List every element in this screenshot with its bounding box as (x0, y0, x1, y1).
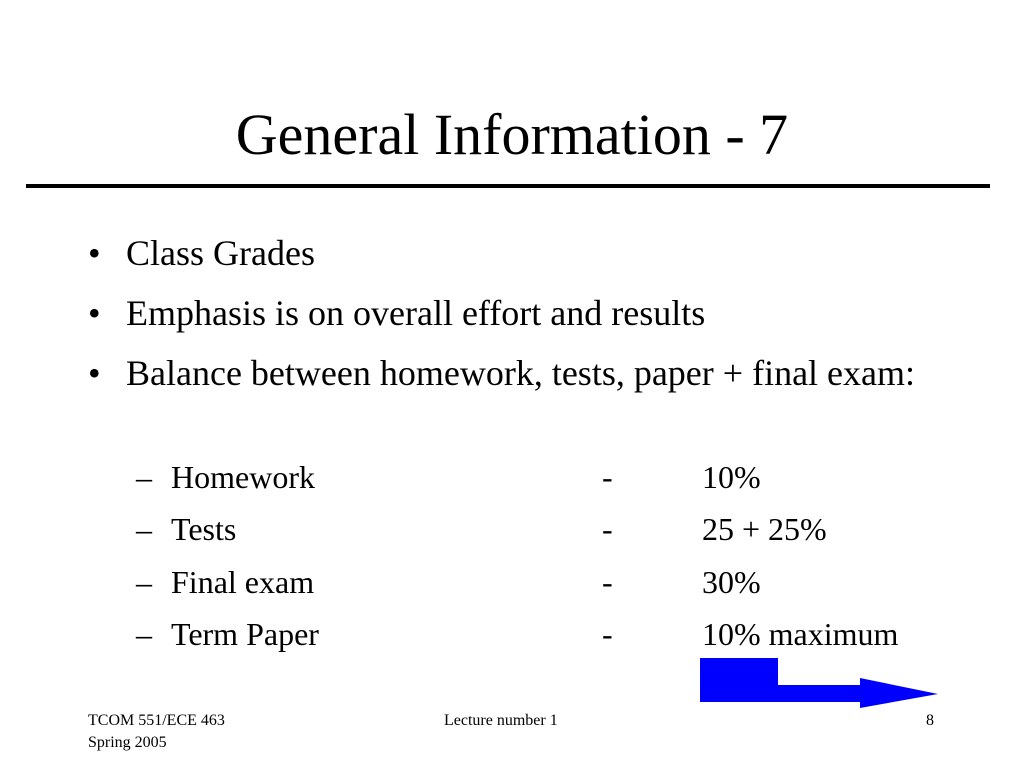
footer-course: TCOM 551/ECE 463 (88, 712, 225, 729)
arrow-shape (700, 658, 938, 708)
sub-bullet-marker: – (136, 511, 152, 547)
footer-page-number: 8 (926, 712, 934, 729)
grade-item-separator: - (602, 459, 613, 495)
grade-item-name: Term Paper (171, 616, 319, 652)
grade-item-name: Final exam (171, 564, 315, 600)
bullet-text: Class Grades (126, 233, 315, 273)
bullet-marker: • (88, 293, 101, 333)
grade-item-value: 10% maximum (702, 616, 899, 652)
grade-item-name: Tests (171, 511, 237, 547)
bullet-marker: • (88, 353, 101, 393)
right-arrow-icon[interactable] (698, 656, 940, 708)
bullet-text: Emphasis is on overall effort and results (126, 293, 706, 333)
grade-item-value: 30% (702, 564, 761, 600)
grade-item-value: 10% (702, 459, 761, 495)
sub-bullet-marker: – (136, 616, 152, 652)
sub-bullet-marker: – (136, 459, 152, 495)
sub-bullet-marker: – (136, 564, 152, 600)
grade-item-separator: - (602, 511, 613, 547)
footer-term: Spring 2005 (88, 734, 167, 751)
bullet-text: Balance between homework, tests, paper + final exam: (126, 353, 916, 393)
footer-lecture: Lecture number 1 (444, 712, 558, 729)
grade-item-name: Homework (171, 459, 315, 495)
grade-item-value: 25 + 25% (702, 511, 827, 547)
slide-title: General Information - 7 (235, 102, 789, 167)
bullet-marker: • (88, 233, 101, 273)
footer-course-info (88, 710, 225, 754)
grade-item-separator: - (602, 564, 613, 600)
grade-item-separator: - (602, 616, 613, 652)
